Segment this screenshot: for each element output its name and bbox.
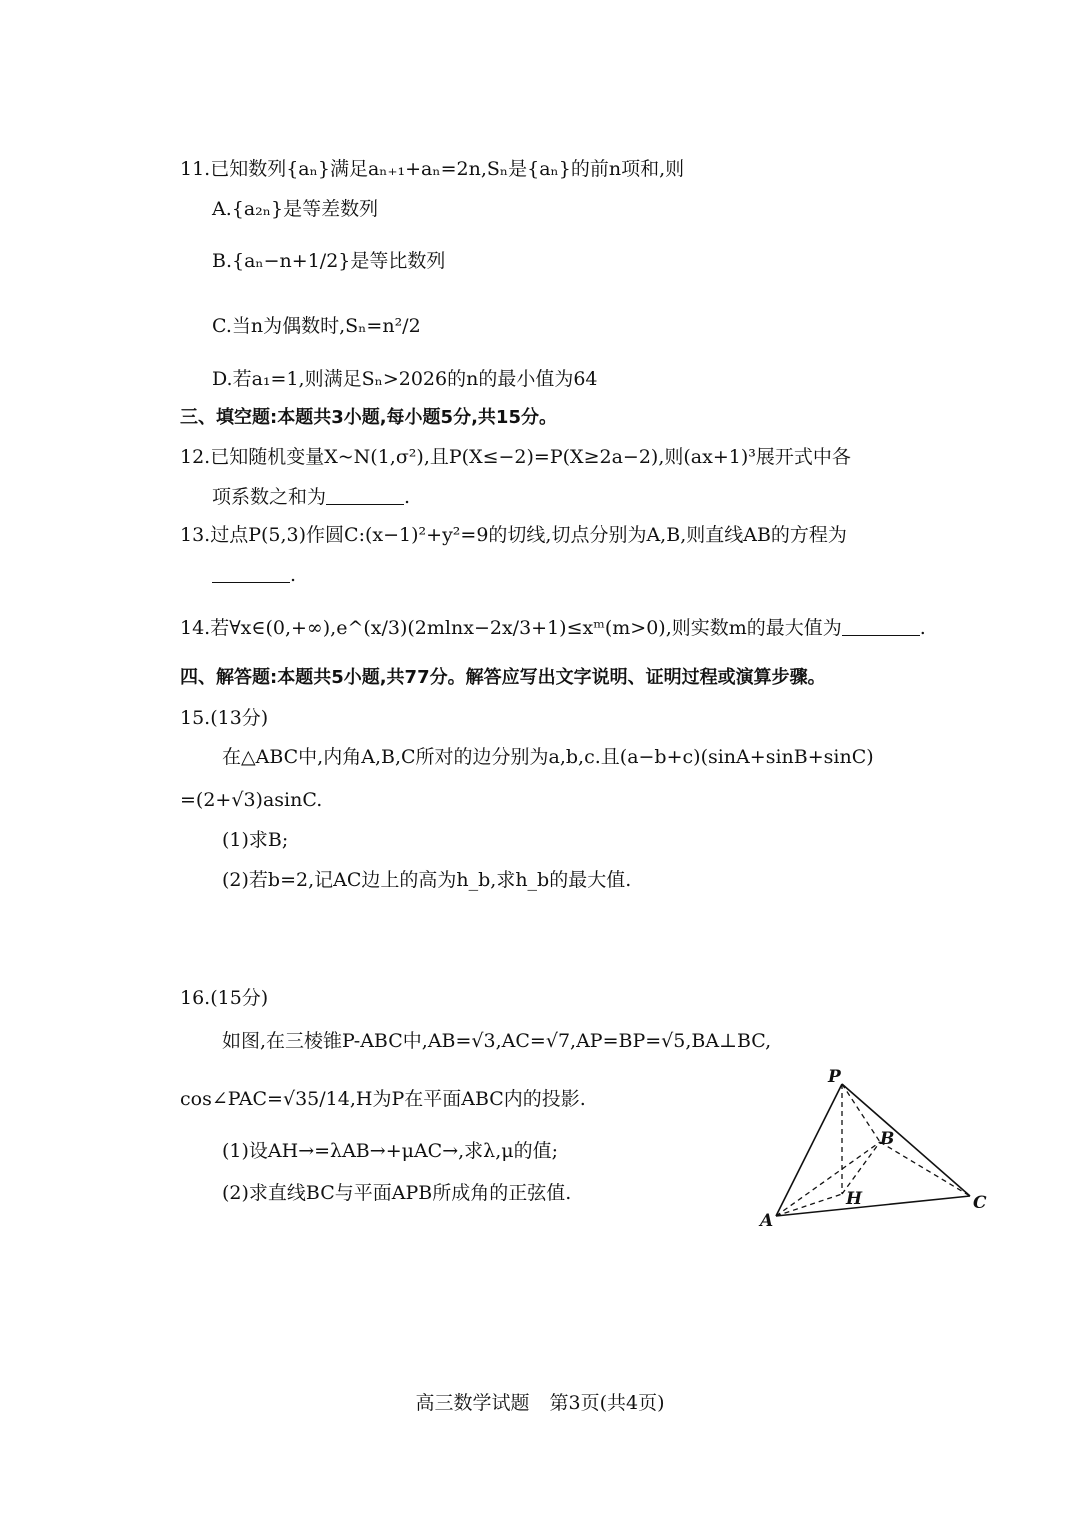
q11-option-a: A.{a₂ₙ}是等差数列 <box>212 198 379 220</box>
q16-part1: (1)设AH→=λAB→+μAC→,求λ,μ的值; <box>222 1140 559 1162</box>
page-footer <box>0 1388 1080 1415</box>
answer-blank[interactable] <box>842 617 920 636</box>
edge-ab <box>776 1142 880 1216</box>
q12-line2: 项系数之和为 . <box>212 486 411 508</box>
q12-line2-text: 项系数之和为 <box>212 486 327 508</box>
section-4-heading: 四、解答题:本题共5小题,共77分。解答应写出文字说明、证明过程或演算步骤。 <box>180 667 826 688</box>
answer-blank[interactable] <box>212 564 290 583</box>
label-a: A <box>760 1211 774 1231</box>
q16-head: 16.(15分) <box>180 987 269 1009</box>
edge-pa <box>776 1084 842 1216</box>
q14-line1-text: 14.若∀x∈(0,+∞),e^(x/3)(2mlnx−2x/3+1)≤xᵐ(m>0),则实数m的最大值为 <box>180 617 842 639</box>
label-p: P <box>828 1067 841 1087</box>
q15-part1: (1)求B; <box>222 829 289 851</box>
q11-option-c: C.当n为偶数时,Sₙ=n²/2 <box>212 315 421 337</box>
q12-line1: 12.已知随机变量X~N(1,σ²),且P(X≤−2)=P(X≥2a−2),则(ax+1)³展开式中各 <box>180 446 851 468</box>
q11-option-b: B.{aₙ−n+1/2}是等比数列 <box>212 250 446 272</box>
footer-page: 第3页(共4页) <box>549 1392 665 1414</box>
footer-title: 高三数学试题 <box>415 1392 530 1414</box>
q13-line2: . <box>212 562 296 588</box>
q11-stem: 11.已知数列{aₙ}满足aₙ₊₁+aₙ=2n,Sₙ是{aₙ}的前n项和,则 <box>180 158 685 180</box>
q15-part2: (2)若b=2,记AC边上的高为h_b,求h_b的最大值. <box>222 869 632 891</box>
label-c: C <box>973 1193 987 1213</box>
q13-line1: 13.过点P(5,3)作圆C:(x−1)²+y²=9的切线,切点分别为A,B,则直线AB的方程为 <box>180 524 847 546</box>
edge-hb <box>842 1142 880 1194</box>
q16-part2: (2)求直线BC与平面APB所成角的正弦值. <box>222 1182 572 1204</box>
q15-head: 15.(13分) <box>180 707 269 729</box>
edge-bc <box>880 1142 970 1196</box>
q15-line1: 在△ABC中,内角A,B,C所对的边分别为a,b,c.且(a−b+c)(sinA+sinB+sinC) <box>222 746 874 768</box>
q14-line1: 14.若∀x∈(0,+∞),e^(x/3)(2mlnx−2x/3+1)≤xᵐ(m>0),则实数m的最大值为 . <box>180 617 926 639</box>
q15-line2: =(2+√3)asinC. <box>180 789 323 811</box>
tetrahedron-figure <box>752 1066 1002 1236</box>
edge-pc <box>842 1084 970 1196</box>
label-h: H <box>846 1189 863 1209</box>
q11-option-d: D.若a₁=1,则满足Sₙ>2026的n的最小值为64 <box>212 368 598 390</box>
label-b: B <box>880 1129 895 1149</box>
section-3-heading: 三、填空题:本题共3小题,每小题5分,共15分。 <box>180 407 557 428</box>
answer-blank[interactable] <box>326 486 404 505</box>
q16-line2: cos∠PAC=√35/14,H为P在平面ABC内的投影. <box>180 1088 586 1110</box>
q16-line1: 如图,在三棱锥P-ABC中,AB=√3,AC=√7,AP=BP=√5,BA⊥BC, <box>222 1030 772 1052</box>
